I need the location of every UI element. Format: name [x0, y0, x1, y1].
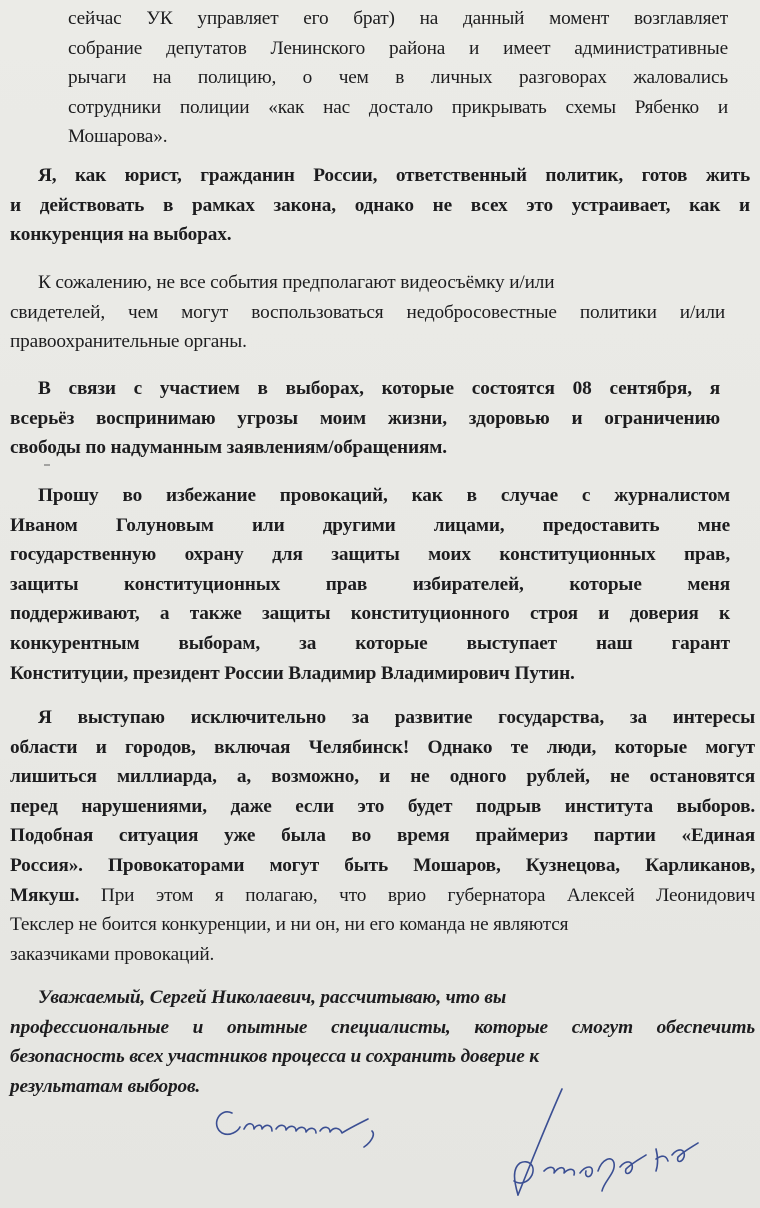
- paragraph-lawyer-statement: [10, 161, 750, 250]
- text-line: свободы по надуманным заявлениям/обращениям.: [10, 437, 447, 459]
- paragraph-continued: [68, 4, 728, 152]
- signature-stroke: [598, 1159, 614, 1191]
- text-line: защиты конституционных прав избирателей, которые меня: [10, 573, 730, 595]
- text-line: сотрудники полиции «как нас достало прикрывать схемы Рябенко и: [68, 96, 728, 118]
- text-line: рычаги на полицию, о чем в личных разговорах жаловались: [68, 67, 728, 89]
- text-line: безопасность всех участников процесса и сохранить доверие к: [10, 1046, 539, 1068]
- handwritten-signature: [200, 1085, 720, 1205]
- text-line: К сожалению, не все события предполагают видеосъёмку и/или: [38, 272, 555, 293]
- text-line: результатам выборов.: [10, 1075, 201, 1097]
- text-line: заказчиками провокаций.: [10, 943, 215, 965]
- text-line: области и городов, включая Челябинск! Однако те люди, которые могут: [10, 736, 755, 758]
- paragraph-protection-request: [10, 481, 730, 688]
- text-line: перед нарушениями, даже если это будет подрыв института выборов.: [10, 795, 755, 817]
- text-line: свидетелей, чем могут воспользоваться недобросовестные политики и/или: [10, 301, 725, 323]
- text-line-mixed: [10, 881, 755, 911]
- paragraph-threats: [10, 374, 720, 463]
- signature-stroke: [656, 1149, 668, 1171]
- signature-stroke: [620, 1155, 646, 1174]
- paragraph-regret: [10, 268, 725, 357]
- text-line: Текслер не боится конкуренции, и ни он, ни его команда не являются: [10, 914, 569, 936]
- signature-stroke: [672, 1143, 698, 1162]
- text-bold-fragment: Мякуш.: [10, 884, 80, 906]
- scan-speck: [44, 464, 50, 466]
- paragraph-address: [10, 983, 755, 1101]
- text-line: Иваном Голуновым или другими лицами, предоставить мне: [10, 514, 730, 536]
- closing-handwriting-stroke: [276, 1125, 316, 1133]
- text-line: поддерживают, а также защиты конституционного строя и доверия к: [10, 603, 730, 625]
- text-line: Я выступаю исключительно за развитие государства, за интересы: [38, 707, 755, 728]
- text-line: правоохранительные органы.: [10, 331, 247, 353]
- signature-drawing: [200, 1085, 720, 1205]
- text-line: Прошу во избежание провокаций, как в случае с журналистом: [38, 485, 730, 506]
- signature-stroke: [580, 1167, 592, 1177]
- text-line: В связи с участием в выборах, которые состоятся 08 сентября, я: [38, 378, 720, 399]
- text-line: Мошарова».: [68, 126, 168, 148]
- text-line: всерьёз воспринимаю угрозы моим жизни, здоровью и ограничению: [10, 407, 720, 429]
- text-line: Россия». Провокаторами могут быть Мошаров, Кузнецова, Карликанов,: [10, 854, 755, 876]
- text-line: государственную охрану для защиты моих конституционных прав,: [10, 544, 730, 566]
- closing-handwriting-stroke: [320, 1119, 368, 1133]
- signature-stroke: [544, 1167, 574, 1175]
- text-line: конкурентным выборам, за которые выступает наш гарант: [10, 632, 730, 654]
- text-line: собрание депутатов Ленинского района и имеет административные: [68, 37, 728, 59]
- closing-handwriting-stroke: [244, 1124, 272, 1131]
- text-line: лишиться миллиарда, а, возможно, и не одного рублей, не остановятся: [10, 766, 755, 788]
- paragraph-development: [10, 703, 755, 969]
- text-line: Я, как юрист, гражданин России, ответственный политик, готов жить: [38, 165, 750, 186]
- text-line: профессиональные и опытные специалисты, которые смогут обеспечить: [10, 1016, 755, 1038]
- text-line: Уважаемый, Сергей Николаевич, рассчитываю, что вы: [38, 987, 507, 1008]
- closing-handwriting-stroke: [364, 1131, 373, 1147]
- text-line: Конституции, президент России Владимир Владимирович Путин.: [10, 662, 575, 684]
- text-line: конкуренция на выборах.: [10, 224, 232, 246]
- text-line: Подобная ситуация уже была во время праймериз партии «Единая: [10, 825, 755, 847]
- closing-handwriting-stroke: [217, 1112, 240, 1135]
- signature-stroke: [518, 1089, 562, 1195]
- text-line: и действовать в рамках закона, однако не всех это устраивает, как и: [10, 194, 750, 216]
- text-regular-fragment: При этом я полагаю, что врио губернатора Алексей Леонидович: [79, 884, 755, 906]
- text-line: сейчас УК управляет его брат) на данный момент возглавляет: [68, 8, 728, 29]
